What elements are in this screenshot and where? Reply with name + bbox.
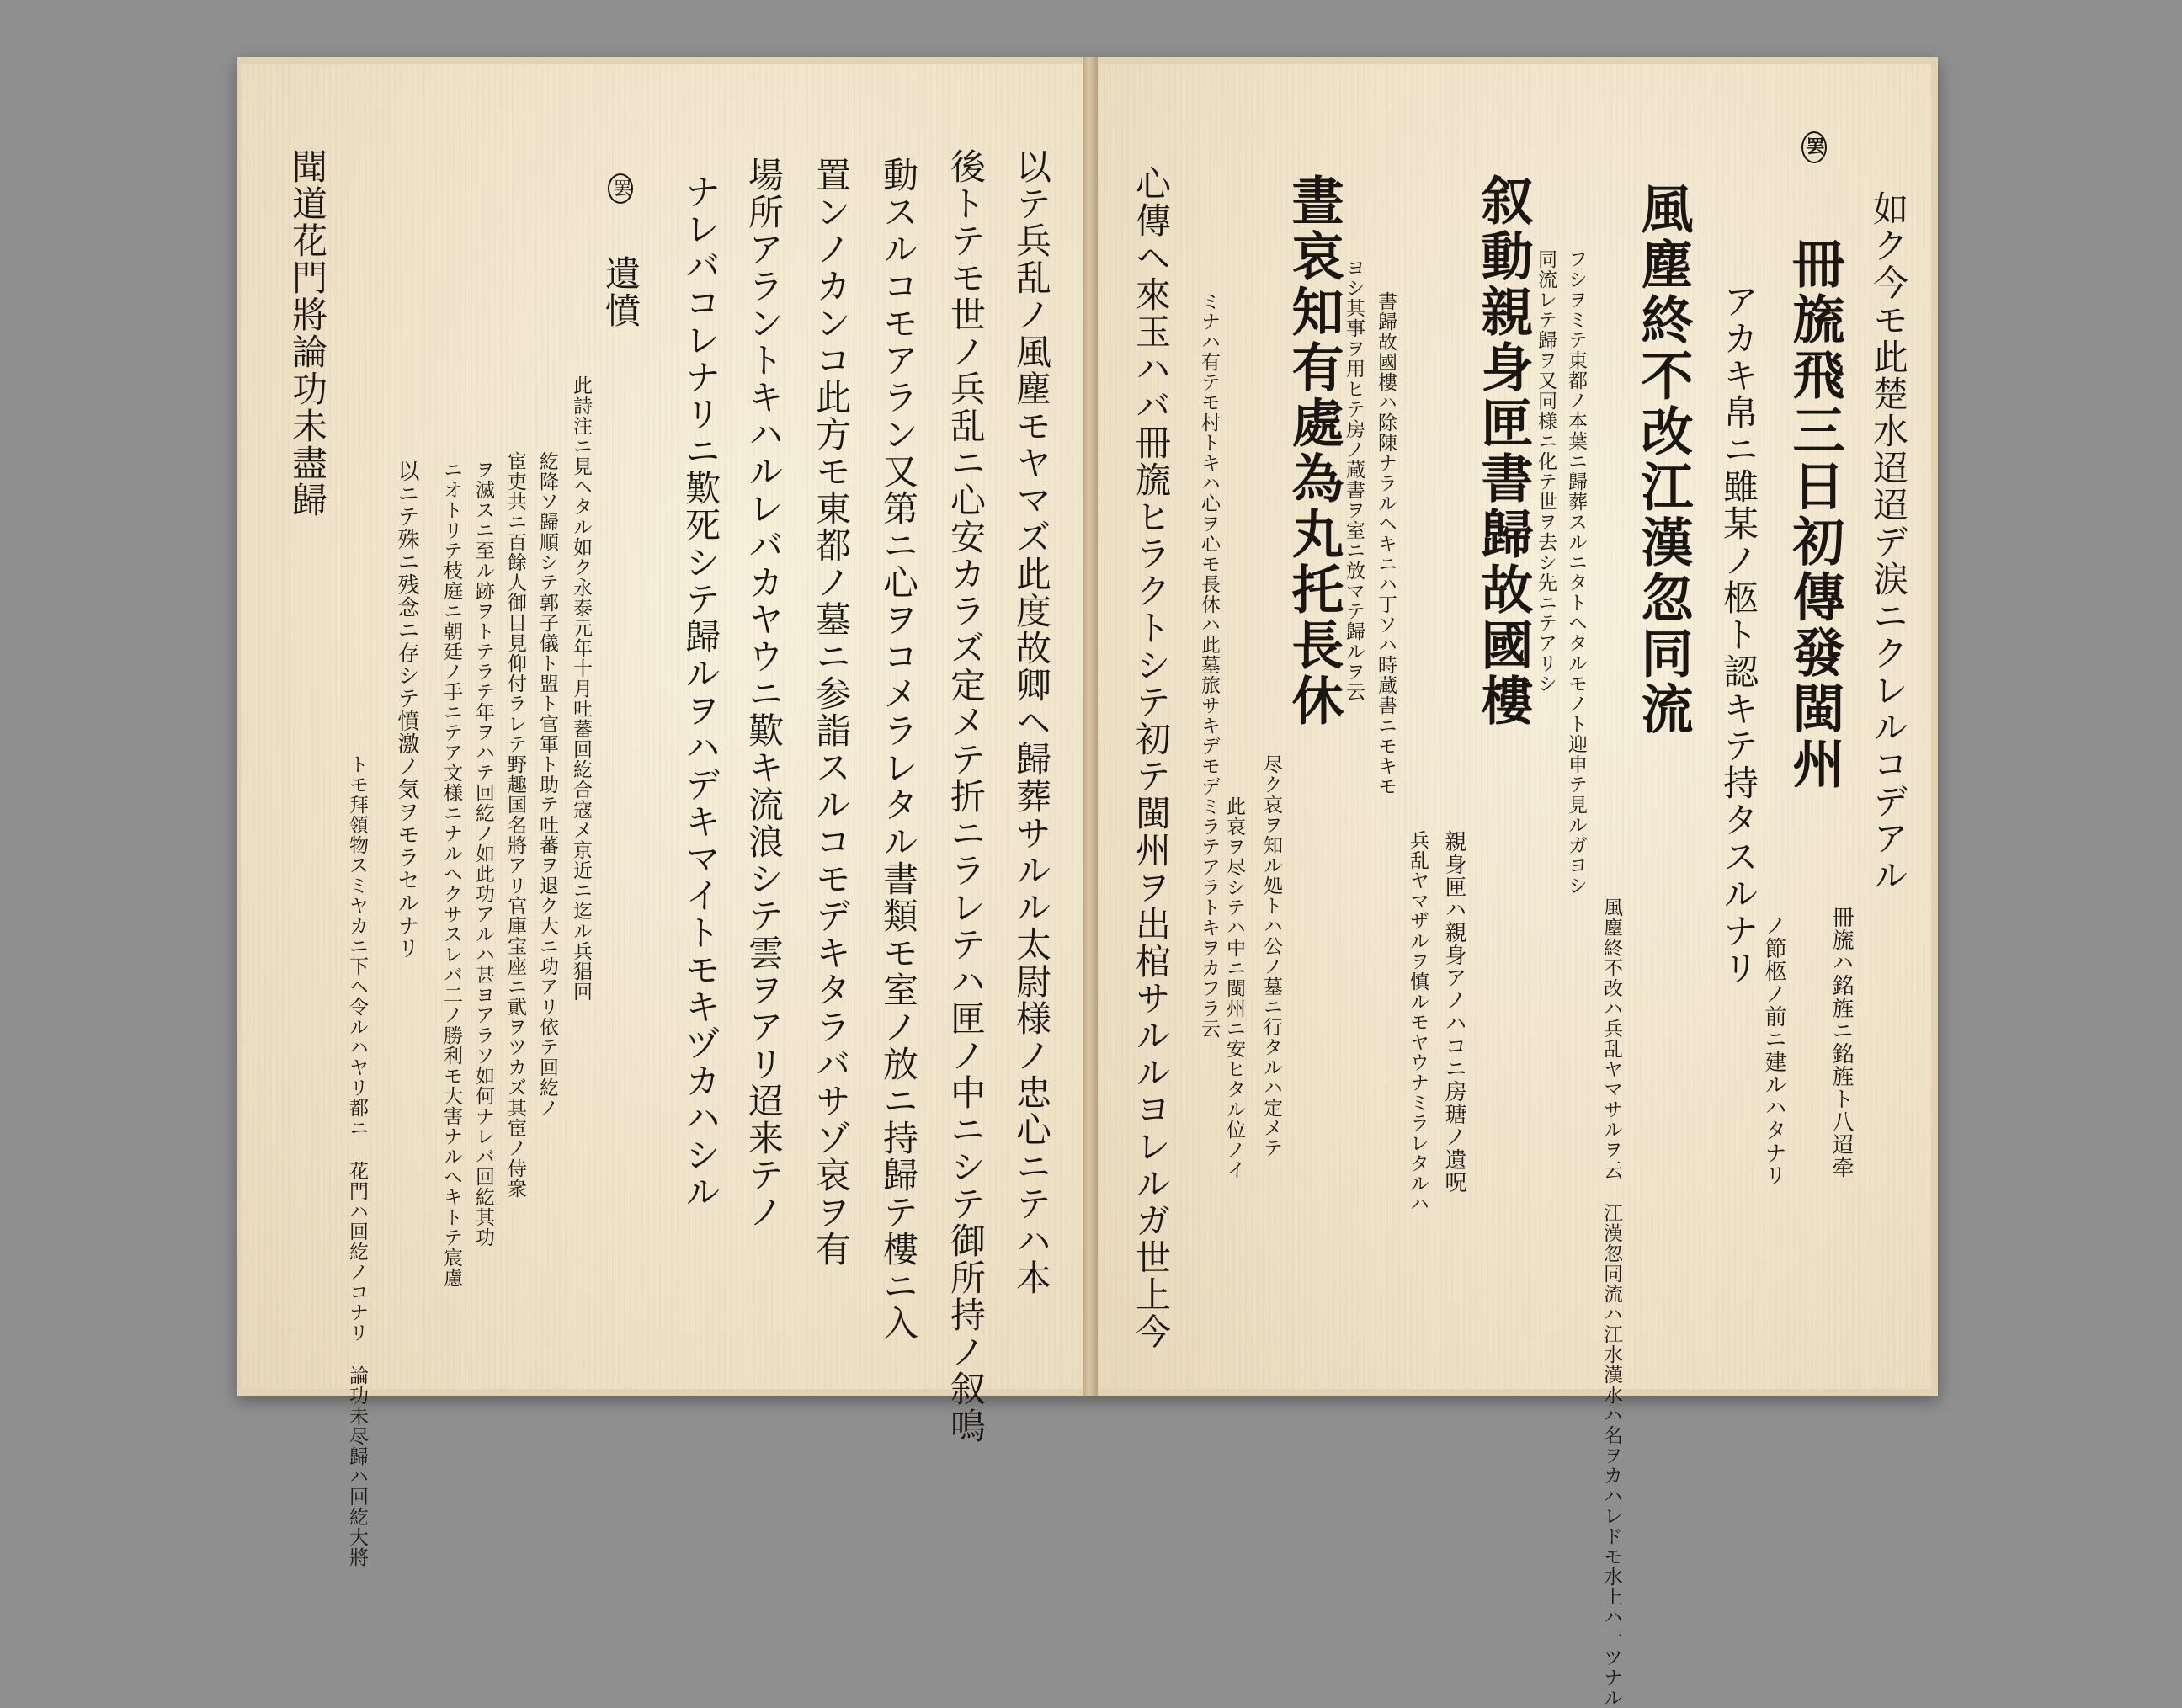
right-text-col1: 如ク今モ此楚水迢迢デ涙ニクレルコデアル	[1868, 190, 1909, 894]
book-gutter	[1083, 57, 1098, 1396]
right-text-col3: アカキ帛ニ雖某ノ柩ト認キテ持タスルナリ	[1718, 283, 1759, 987]
right-poem-line2: 風塵終不改江漢忽同流	[1632, 182, 1694, 737]
right-note-col9: 兵乱ヤマザルヲ慎ルモヤウナミラレタルハ	[1407, 830, 1429, 1214]
left-text-col3: 動スルコモアラン又第ニ心ヲコメラレタル書類モ室ノ放ニ持歸テ樓ニ入	[878, 157, 919, 1342]
right-note-col12: 此哀ヲ尽シテハ中ニ閩州ニ安ヒタル位ノイ	[1223, 796, 1245, 1180]
right-text-col5: フシヲミテ東都ノ本葉ニ歸葬スルニタトヘタルモノト迎申テ見ルガヨシ	[1565, 249, 1587, 896]
right-poem-line1-text: 冊旒飛三日初傳發閩州	[1784, 237, 1845, 792]
right-note-col4b: 風塵終不改ハ兵乱ヤマサルヲ云 江漢忽同流ハ江水漢水ハ名ヲカハレドモ水上ハ一ツナル	[1600, 897, 1622, 1708]
left-text-col8: 紇降ソ歸順シテ郭子儀ト盟ト官軍ト助テ吐蕃ヲ退ク大ニ功アリ依テ回紇ノ	[536, 451, 558, 1118]
left-text-col11: ニオトリテ枝庭ニ朝廷ノ手ニテア文様ニナルヘクサスレバ二ノ勝利モ大害ナルヘキトテ宸慮	[440, 460, 462, 1288]
right-note-col2: 冊旒ハ銘旌ニ銘旌ト八迢牵	[1828, 906, 1854, 1179]
open-book	[237, 57, 1938, 1708]
right-poem-line4: 晝哀知有處為丸托長休	[1283, 173, 1344, 729]
right-text-col8: 書歸故國樓ハ除陳ナラルヘキニハ丁ソハ時蔵書ニモキモ	[1375, 291, 1397, 796]
left-text-col4: 置ンノカンコ此方モ東都ノ墓ニ参詣スルコモデキタラバサゾ哀ヲ有	[811, 157, 852, 1268]
right-text-col13: 心傳ヘ來玉ハバ冊旒ヒラクトシテ初テ閩州ヲ出棺サルルヨレルガ世上今	[1131, 165, 1172, 1350]
right-note-col10: 尽ク哀ヲ知ル処トハ公ノ墓ニ行タルハ定メテ	[1260, 754, 1282, 1158]
left-text-col9: 宦吏共ニ百餘人御目見仰付ラレテ野趣国名將アリ官庫宝座ニ貮ヲツカズ其宦ノ侍衆	[504, 451, 526, 1199]
left-text-col10: ヲ滅スニ至ル跡ヲトテラテ年ヲハテ回紇ノ如此功アルハ甚ヨアラソ如何ナレバ回紇其功	[472, 460, 494, 1248]
right-text-col6: 同流レテ歸ヲ又同様ニ化テ世ヲ去シ先ニテアリシ	[1535, 249, 1557, 694]
right-note-col7: 親身匣ハ親身アノハコニ房瑭ノ遺呪	[1441, 830, 1466, 1194]
right-note-col3: ノ節柩ノ前ニ建ルハタナリ	[1761, 914, 1786, 1187]
right-text-col9: ヨシ其事ヲ用ヒテ房ノ蔵書ヲ室ニ放マテ歸ルヲ云	[1343, 258, 1365, 702]
left-page	[241, 64, 1083, 1567]
left-section-title: 遺憤	[600, 255, 641, 329]
left-title-line: 聞道花門將論功未盡歸	[287, 148, 328, 519]
left-text-col7-note: 此詩注ニ見ヘタル如ク永泰元年十月吐蕃回紇合寇メ京近ニ迄ル兵猖回	[570, 375, 592, 1002]
left-text-col5: 場所アラントキハルレバカヤウニ歎キ流浪シテ雲ヲアリ迢来テノ	[743, 157, 785, 1231]
right-poem-line1	[1784, 131, 1845, 792]
circle-mark-icon: 罢	[1801, 131, 1827, 163]
left-text-col2: 後トテモ世ノ兵乱ニ心安カラズ定メテ折ニラレテハ匣ノ中ニシテ御所持ノ叙鳴	[945, 148, 987, 1445]
right-page	[1098, 64, 1931, 1708]
circle-mark-icon: 罢	[608, 173, 633, 204]
right-poem-line3: 叙動親身匣書歸故國樓	[1472, 173, 1534, 729]
left-note-line: トモ拜領物スミヤカニ下ヘ令ルハヤリ都ニ 花門ハ回紇ノコナリ 論功未尽歸ハ回紇大將	[346, 754, 368, 1567]
right-text-col11: ミナハ有テモ村トキハ心ヲ心モ長休ハ此墓旅サキデモデミラテアラトキヲカフラ云	[1198, 291, 1220, 1039]
left-text-col1: 以テ兵乱ノ風塵モヤマズ此度故卿ヘ歸葬サルル太尉様ノ忠心ニテハ本	[1011, 148, 1052, 1296]
left-text-col12: 以ニテ殊ニ残念ニ存シテ憤激ノ気ヲモラセルナリ	[394, 460, 419, 960]
left-section-heading	[600, 173, 641, 329]
left-text-col6: ナレバコレナリニ歎死シテ歸ルヲハデキマイトモキヅカハシル	[680, 173, 721, 1210]
